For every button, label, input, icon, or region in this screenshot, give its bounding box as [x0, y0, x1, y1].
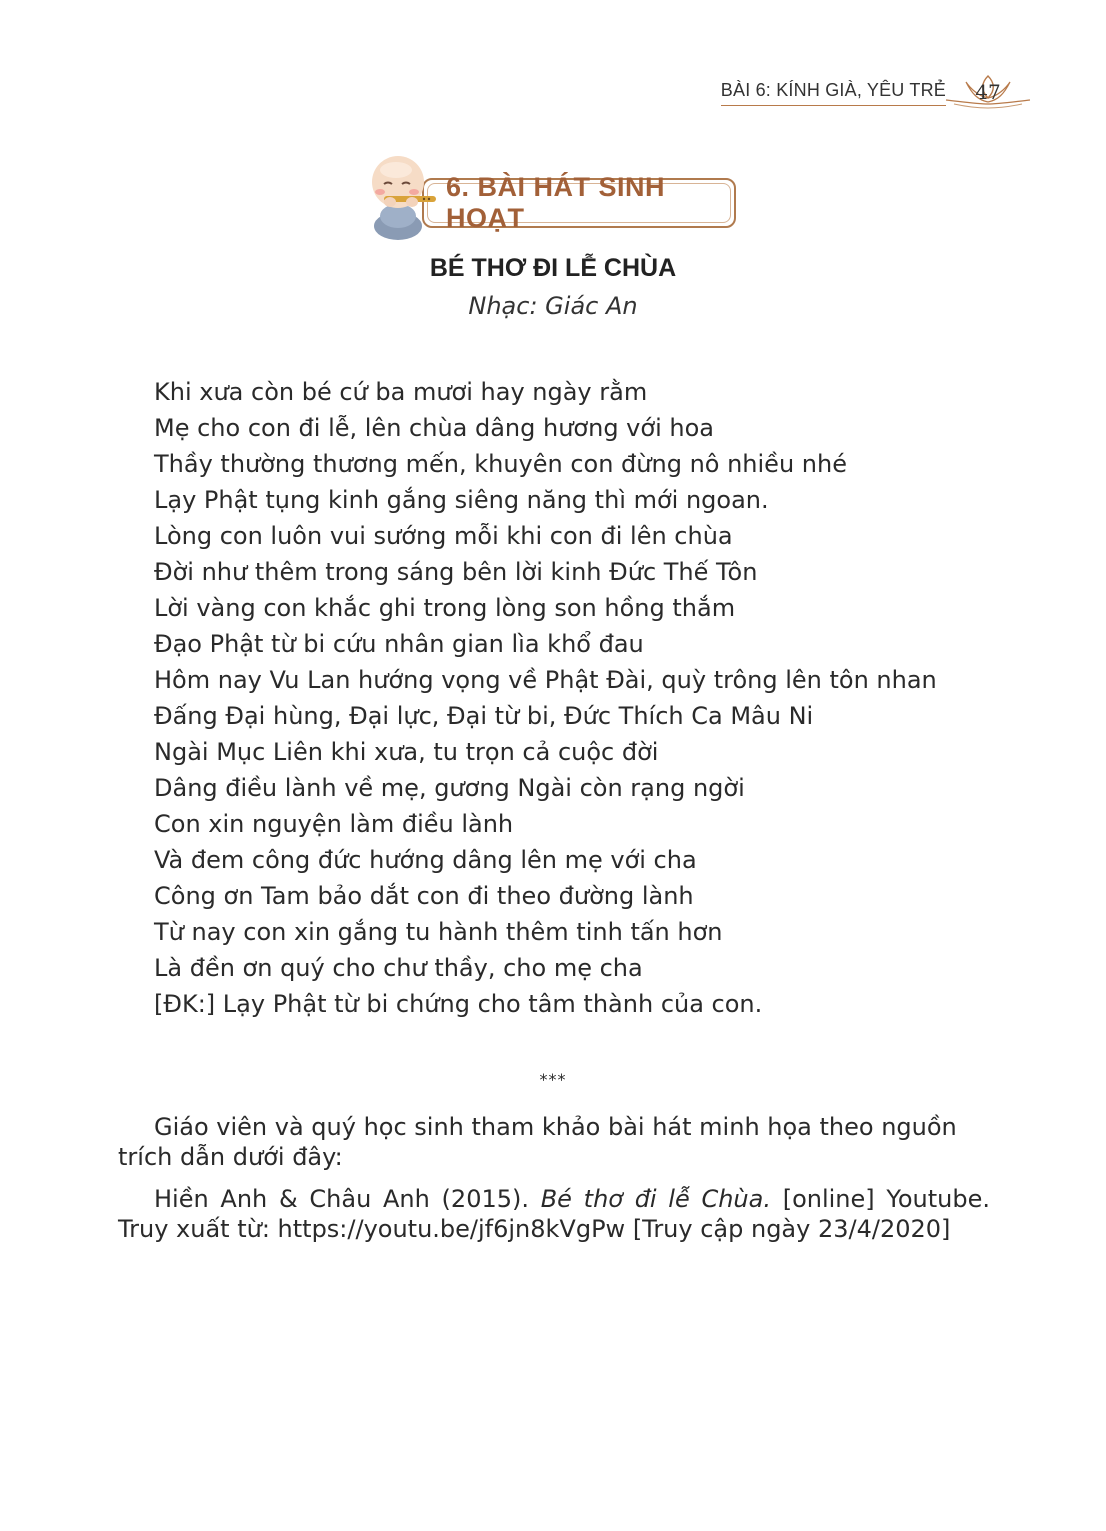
lyric-line: Thầy thường thương mến, khuyên con đừng nô nhiều nhé: [154, 450, 847, 478]
lyric-line: Khi xưa còn bé cứ ba mươi hay ngày rằm: [154, 378, 648, 406]
citation-title: Bé thơ đi lễ Chùa.: [540, 1185, 771, 1213]
lyric-line: Lòng con luôn vui sướng mỗi khi con đi lên chùa: [154, 522, 733, 550]
lyric-line: Mẹ cho con đi lễ, lên chùa dâng hương với hoa: [154, 414, 714, 442]
lyric-line: Lạy Phật tụng kinh gắng siêng năng thì mới ngoan.: [154, 486, 769, 514]
citation-source: [online] Youtube. Truy xuất từ: https://youtu.be/jf6jn8kVgPw [Truy cập ngày 23/4/2020]: [118, 1185, 990, 1243]
lyric-line: Dâng điều lành về mẹ, gương Ngài còn rạng ngời: [154, 774, 745, 802]
lyric-line: Là đền ơn quý cho chư thầy, cho mẹ cha: [154, 954, 643, 982]
lyric-line: [ĐK:] Lạy Phật từ bi chứng cho tâm thành của con.: [154, 990, 763, 1018]
chapter-label: BÀI 6: KÍNH GIÀ, YÊU TRẺ: [721, 80, 946, 106]
citation-authors: Hiền Anh & Châu Anh (2015).: [154, 1185, 529, 1213]
lyrics-list: [154, 374, 1034, 1022]
lyric-line: Và đem công đức hướng dâng lên mẹ với cha: [154, 846, 697, 874]
section-title-box: [422, 172, 736, 233]
lyric-line: Công ơn Tam bảo dắt con đi theo đường lành: [154, 882, 694, 910]
reference-intro: Giáo viên và quý học sinh tham khảo bài hát minh họa theo nguồn trích dẫn dưới đây:: [118, 1113, 957, 1171]
lyric-line: Ngài Mục Liên khi xưa, tu trọn cả cuộc đời: [154, 738, 659, 766]
section-title: 6. BÀI HÁT SINH HOẠT: [446, 172, 666, 233]
section-banner: [366, 152, 736, 242]
lyric-line: Đấng Đại hùng, Đại lực, Đại từ bi, Đức Thích Ca Mâu Ni: [154, 702, 814, 730]
song-composer: Nhạc: Giác An: [468, 292, 638, 320]
lotus-icon: [944, 74, 1032, 110]
lyric-line: Hôm nay Vu Lan hướng vọng về Phật Đài, quỳ trông lên tôn nhan: [154, 666, 937, 694]
song-title: BÉ THƠ ĐI LỄ CHÙA: [429, 254, 677, 282]
lyric-line: Con xin nguyện làm điều lành: [154, 810, 514, 838]
page-number: 47: [975, 80, 1001, 104]
monk-mascot-icon: [366, 152, 446, 242]
page-header: [721, 74, 1032, 110]
lyric-line: Đạo Phật từ bi cứu nhân gian lìa khổ đau: [154, 630, 644, 658]
lyric-line: Đời như thêm trong sáng bên lời kinh Đức Thế Tôn: [154, 558, 758, 586]
lyric-line: Từ nay con xin gắng tu hành thêm tinh tấn hơn: [154, 918, 723, 946]
reference-citation: [118, 1184, 990, 1244]
lyric-line: Lời vàng con khắc ghi trong lòng son hồng thắm: [154, 594, 736, 622]
section-separator: ***: [539, 1070, 567, 1089]
